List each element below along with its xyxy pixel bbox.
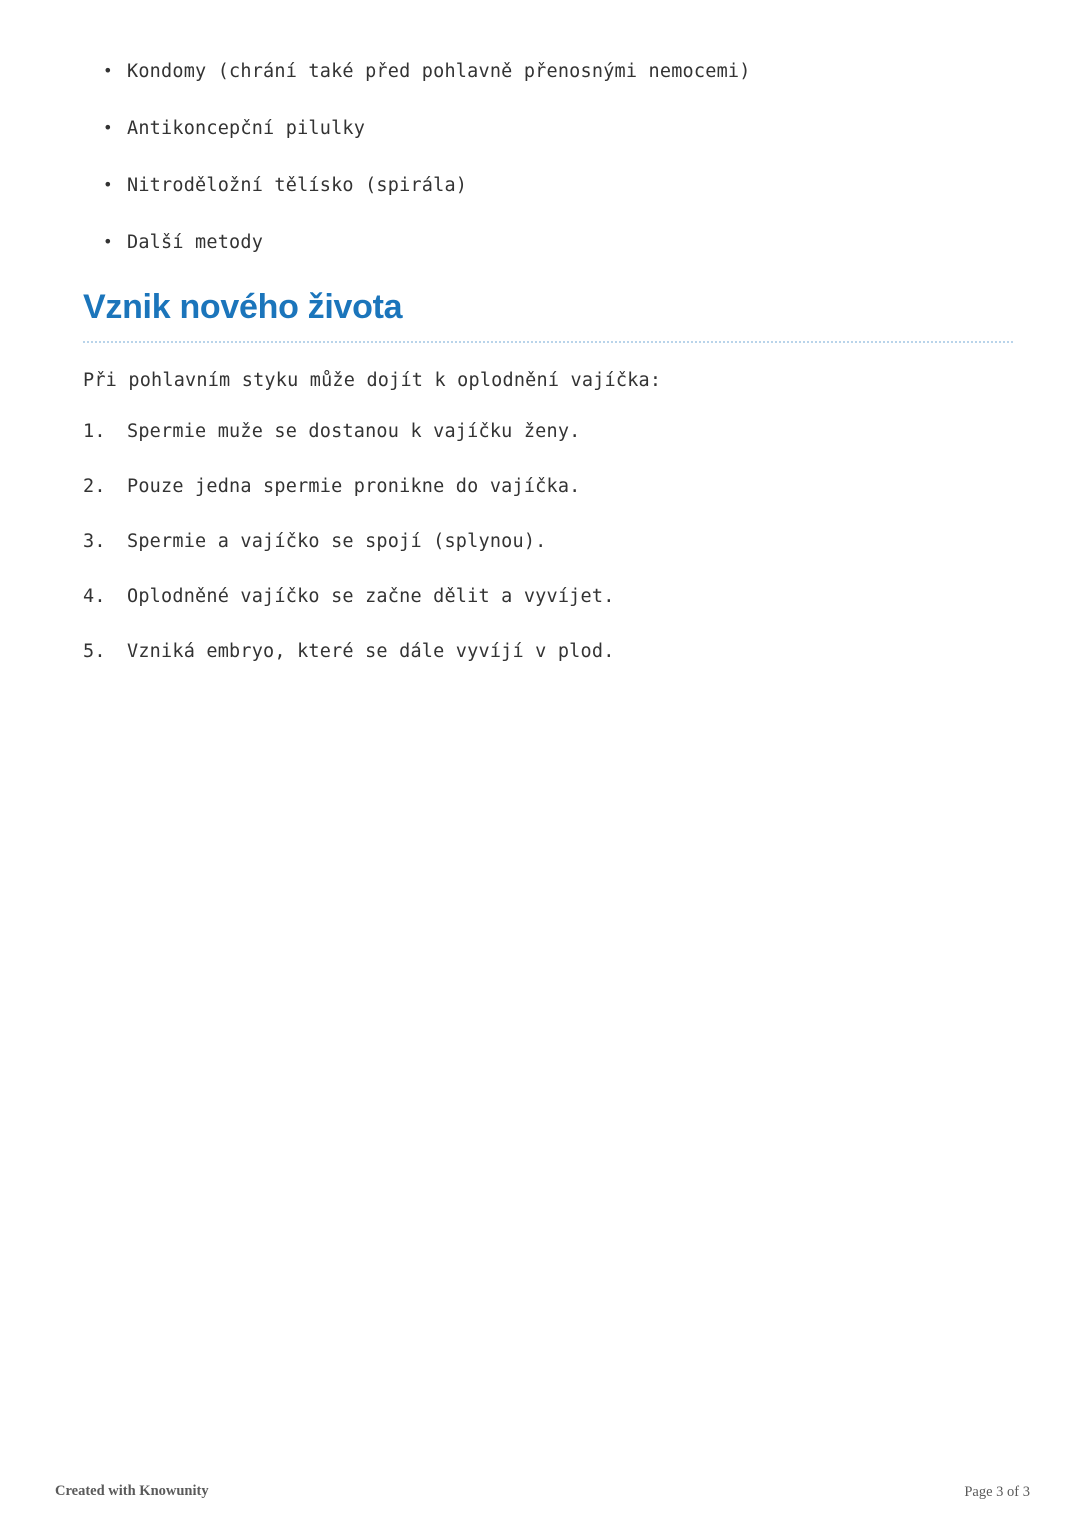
section-heading: Vznik nového života <box>83 287 403 326</box>
page-footer <box>55 1483 1030 1507</box>
page-content <box>83 60 1013 695</box>
list-item: Spermie a vajíčko se spojí (splynou). <box>127 530 547 552</box>
list-item: Spermie muže se dostanou k vajíčku ženy. <box>127 420 581 442</box>
fertilization-steps-list <box>83 420 1013 665</box>
list-item: Oplodněné vajíčko se začne dělit a vyvíjet. <box>127 585 615 607</box>
list-item: Vzniká embryo, které se dále vyvíjí v plod. <box>127 640 615 662</box>
list-item: • Další metody <box>83 231 1013 256</box>
contraception-bullet-list <box>83 60 1013 256</box>
list-item: • Kondomy (chrání také před pohlavně přenosnými nemocemi) <box>83 60 1013 85</box>
footer-attribution: Created with Knowunity <box>55 1483 209 1499</box>
list-item: • Antikoncepční pilulky <box>83 117 1013 142</box>
list-item: Pouze jedna spermie pronikne do vajíčka. <box>127 475 581 497</box>
footer-page-number: Page 3 of 3 <box>964 1484 1030 1500</box>
heading-divider <box>83 341 1013 343</box>
list-item: • Nitroděložní tělísko (spirála) <box>83 174 1013 199</box>
intro-paragraph: Při pohlavním styku může dojít k oplodnění vajíčka: <box>83 369 662 391</box>
